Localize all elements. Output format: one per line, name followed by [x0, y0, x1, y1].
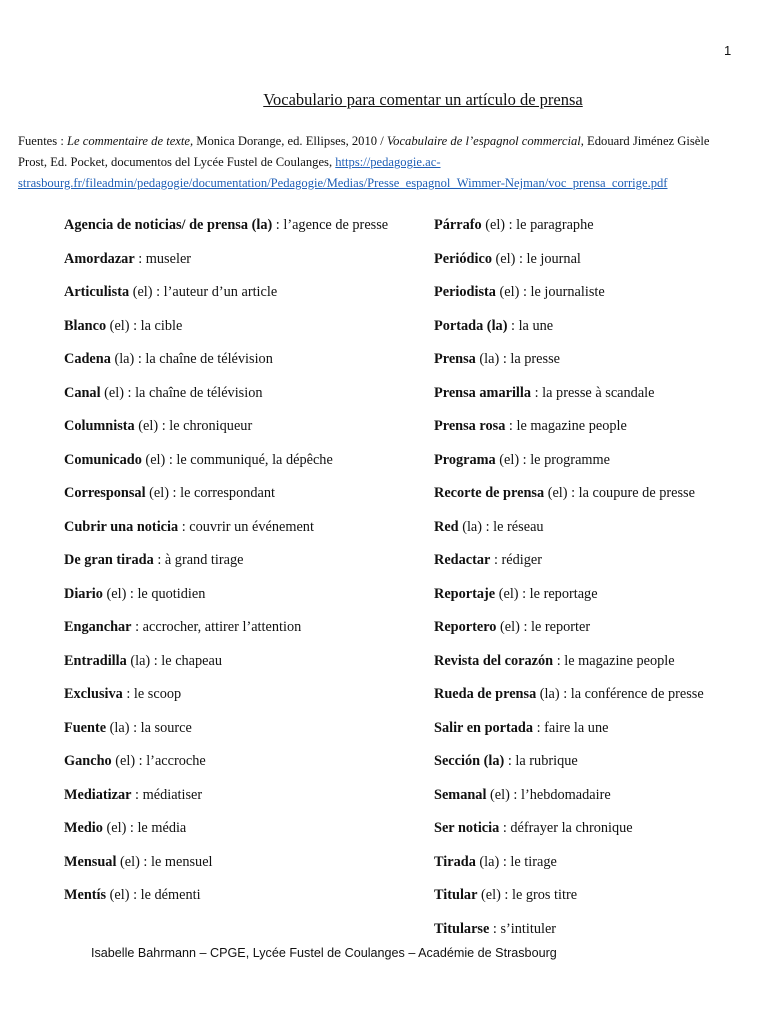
vocab-term: Fuente: [64, 719, 107, 736]
page-number: 1: [724, 43, 732, 58]
vocab-entry: [64, 511, 394, 545]
vocab-term: Periódico: [434, 250, 492, 267]
vocab-entry: [434, 243, 744, 277]
vocab-definition: (la) : la conférence de presse: [536, 686, 704, 702]
vocab-term: Gancho: [64, 753, 112, 769]
vocab-term: Agencia de noticias/ de prensa (la): [64, 217, 273, 233]
vocab-definition: (el) : le quotidien: [102, 585, 206, 602]
vocab-definition: (el) : le journaliste: [495, 284, 605, 300]
vocab-term: Tirada: [434, 853, 476, 870]
vocab-definition: (el) : le mensuel: [116, 853, 213, 870]
vocab-entry: [434, 812, 744, 846]
vocab-entry: [434, 678, 744, 712]
vocab-term: Redactar: [434, 552, 491, 568]
vocab-term: Articulista: [64, 284, 130, 300]
vocab-entry: [64, 343, 394, 377]
vocab-term: Semanal: [434, 786, 487, 803]
vocab-term: Corresponsal: [64, 485, 146, 501]
vocab-term: Exclusiva: [64, 686, 123, 702]
vocab-entry: [434, 712, 744, 746]
vocab-entry: [434, 444, 744, 478]
vocab-entry: [434, 343, 744, 377]
vocab-definition: (el) : l’accroche: [111, 753, 206, 769]
vocab-entry: [434, 611, 744, 645]
page-title: Vocabulario para comentar un artículo de prensa: [263, 90, 583, 109]
vocab-definition: (el) : le reporter: [496, 619, 591, 635]
vocab-entry: [64, 276, 394, 310]
vocab-entry: [64, 779, 394, 813]
vocab-term: Programa: [434, 451, 496, 468]
vocab-entry: [64, 477, 394, 511]
vocab-term: Salir en portada: [434, 719, 534, 736]
vocab-term: Cubrir una noticia: [64, 518, 179, 535]
vocab-entry: [434, 645, 744, 679]
vocab-entry: [434, 544, 744, 578]
vocab-term: Rueda de prensa: [434, 686, 537, 702]
vocab-entry: [64, 544, 394, 578]
vocab-definition: (la) : la source: [106, 719, 192, 736]
vocab-definition: : l’agence de presse: [272, 217, 389, 233]
vocab-term: Amordazar: [64, 250, 135, 267]
source-book-1-details: Monica Dorange, ed. Ellipses, 2010 /: [193, 134, 387, 148]
vocab-term: Reportero: [434, 619, 497, 635]
vocab-definition: : défrayer la chronique: [499, 820, 633, 836]
vocab-definition: (el) : la cible: [106, 317, 183, 334]
vocab-definition: (el) : le reportage: [495, 585, 598, 602]
vocab-term: Titular: [434, 887, 478, 903]
vocab-term: Párrafo: [434, 217, 482, 233]
vocab-definition: (la) : le tirage: [475, 853, 557, 870]
vocab-definition: : couvrir un événement: [178, 518, 314, 535]
sources-paragraph: [18, 131, 730, 194]
vocab-term: Prensa amarilla: [434, 384, 532, 401]
vocab-definition: (la) : la presse: [475, 351, 560, 367]
vocab-definition: : la presse à scandale: [531, 384, 655, 401]
vocab-term: Titularse: [434, 920, 490, 937]
vocab-definition: (el) : l’hebdomadaire: [486, 786, 611, 803]
vocab-definition: : faire la une: [533, 719, 609, 736]
vocab-definition: (el) : le programme: [495, 451, 610, 468]
vocab-definition: : la rubrique: [504, 753, 578, 769]
vocab-definition: : la une: [507, 317, 554, 334]
vocab-entry: [64, 645, 394, 679]
vocab-term: Entradilla: [64, 652, 127, 669]
vocab-entry: [434, 276, 744, 310]
vocab-definition: (la) : la chaîne de télévision: [110, 351, 273, 367]
vocab-entry: [64, 846, 394, 880]
vocab-definition: (el) : le chroniqueur: [134, 418, 253, 434]
sources-label: Fuentes :: [18, 134, 67, 148]
vocab-definition: (el) : l’auteur d’un article: [129, 284, 278, 300]
vocabulary-right-column: [434, 209, 744, 946]
vocab-term: Portada (la): [434, 317, 508, 334]
vocab-term: Columnista: [64, 418, 135, 434]
vocab-entry: [64, 678, 394, 712]
vocab-definition: (el) : le correspondant: [145, 485, 275, 501]
vocab-entry: [434, 913, 744, 947]
source-url-link[interactable]: https://pedagogie.ac-strasbourg.fr/fileadmin/pedagogie/documentation/Pedagogie/Medias/Presse_espagnol_Wimmer-Nejman/voc_prensa_corrige.pdf: [18, 155, 668, 190]
vocab-term: Red: [434, 518, 459, 535]
vocab-entry: [434, 779, 744, 813]
vocab-definition: (el) : la coupure de presse: [544, 485, 695, 501]
vocab-term: Reportaje: [434, 585, 496, 602]
source-book-1-title: Le commentaire de texte,: [66, 134, 194, 148]
vocab-definition: : médiatiser: [131, 786, 203, 803]
vocab-term: Mensual: [64, 853, 117, 870]
vocab-term: Periodista: [434, 284, 496, 300]
vocab-definition: (el) : le média: [102, 820, 187, 836]
vocab-entry: [64, 745, 394, 779]
vocab-definition: (la) : le réseau: [458, 518, 544, 535]
vocab-term: Blanco: [64, 317, 107, 334]
vocab-entry: [64, 444, 394, 478]
vocab-entry: [64, 578, 394, 612]
vocab-entry: [434, 477, 744, 511]
vocab-definition: (la) : le chapeau: [126, 652, 223, 669]
vocab-entry: [434, 578, 744, 612]
vocab-term: Mentís: [64, 887, 107, 903]
vocab-definition: : s’intituler: [489, 920, 557, 937]
vocab-term: Comunicado: [64, 451, 142, 468]
vocab-definition: (el) : le communiqué, la dépêche: [141, 451, 333, 468]
vocab-entry: [434, 209, 744, 243]
vocab-entry: [64, 712, 394, 746]
vocab-entry: [64, 812, 394, 846]
vocab-definition: : le magazine people: [553, 652, 675, 669]
vocab-term: Canal: [64, 384, 101, 401]
vocab-term: Mediatizar: [64, 786, 132, 803]
vocab-definition: : le scoop: [122, 686, 182, 702]
vocab-definition: : à grand tirage: [153, 552, 244, 568]
vocab-term: Medio: [64, 820, 103, 836]
vocab-term: Cadena: [64, 351, 111, 367]
vocab-entry: [434, 310, 744, 344]
vocab-term: Prensa: [434, 351, 476, 367]
source-book-2-details: , Edouard Jiménez Gisèle Prost, Ed. Pocket, documentos del Lycée Fustel de Coulanges,: [18, 134, 710, 169]
vocab-entry: [64, 310, 394, 344]
vocab-term: Ser noticia: [434, 820, 500, 836]
vocab-definition: (el) : le démenti: [106, 887, 201, 903]
vocab-entry: [434, 377, 744, 411]
vocab-definition: (el) : le gros titre: [477, 887, 578, 903]
vocab-entry: [64, 879, 394, 913]
vocab-term: Revista del corazón: [434, 652, 554, 669]
vocab-entry: [434, 745, 744, 779]
vocab-definition: (el) : la chaîne de télévision: [100, 384, 263, 401]
vocab-definition: : rédiger: [490, 552, 542, 568]
vocab-entry: [64, 410, 394, 444]
vocab-definition: (el) : le journal: [491, 250, 581, 267]
vocab-definition: : accrocher, attirer l’attention: [131, 619, 302, 635]
vocab-term: Sección (la): [434, 753, 505, 769]
vocab-term: Enganchar: [64, 619, 132, 635]
vocab-entry: [434, 410, 744, 444]
vocab-entry: [434, 879, 744, 913]
vocab-entry: [64, 209, 394, 243]
vocab-term: Recorte de prensa: [434, 485, 545, 501]
vocab-definition: : museler: [134, 250, 192, 267]
vocab-entry: [64, 243, 394, 277]
vocab-entry: [64, 611, 394, 645]
vocab-entry: [64, 377, 394, 411]
vocab-term: De gran tirada: [64, 552, 154, 568]
vocab-entry: [434, 511, 744, 545]
vocab-term: Diario: [64, 585, 103, 602]
vocab-entry: [434, 846, 744, 880]
vocab-term: Prensa rosa: [434, 418, 506, 434]
page-footer: Isabelle Bahrmann – CPGE, Lycée Fustel de Coulanges – Académie de Strasbourg: [91, 946, 557, 960]
vocab-definition: (el) : le paragraphe: [481, 217, 594, 233]
vocab-definition: : le magazine people: [505, 418, 627, 434]
vocabulary-left-column: [64, 209, 394, 913]
source-book-2-title: Vocabulaire de l’espagnol commercial: [386, 134, 581, 148]
